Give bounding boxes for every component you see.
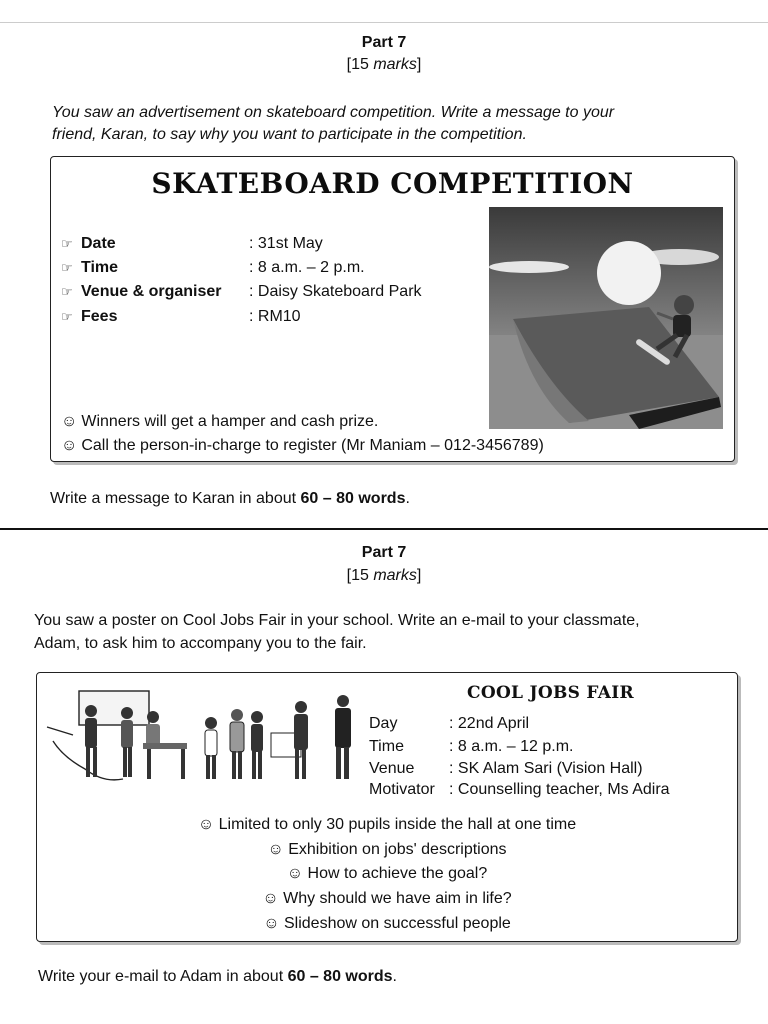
detail-venue: ☞ Venue & organiser : Daisy Skateboard Park	[61, 281, 222, 303]
part2-instruction-line2: Adam, to ask him to accompany you to the fair.	[34, 635, 367, 652]
pointing-hand-icon: ☞	[61, 236, 73, 251]
detail-venue: Venue : SK Alam Sari (Vision Hall)	[369, 760, 643, 777]
careers-illustration	[43, 687, 361, 787]
detail-fees: ☞ Fees : RM10	[61, 306, 117, 328]
smiley-icon: ☺	[61, 437, 78, 454]
smiley-icon: ☺	[263, 915, 284, 932]
detail-date: ☞ Date : 31st May	[61, 233, 116, 255]
skateboarder-illustration	[489, 207, 723, 429]
part2-title: Part 7	[361, 544, 407, 561]
top-divider	[0, 22, 768, 23]
part1-title: Part 7	[361, 34, 407, 51]
note-aim: ☺ Why should we have aim in life?	[262, 890, 512, 907]
part1-instruction-line2: friend, Karan, to say why you want to participate in the competition.	[52, 126, 527, 143]
section-divider	[0, 528, 768, 530]
note-limited: ☺ Limited to only 30 pupils inside the hall at one time	[197, 816, 577, 833]
part2-instruction-line1: You saw a poster on Cool Jobs Fair in your school. Write an e-mail to your classmate,	[34, 612, 640, 629]
part2-footer: Write your e-mail to Adam in about 60 – 80 words.	[38, 968, 397, 985]
detail-time: Time : 8 a.m. – 12 p.m.	[369, 738, 574, 755]
poster-title: COOL JOBS FAIR	[467, 683, 634, 703]
part1-instruction-line1: You saw an advertisement on skateboard competition. Write a message to your	[52, 104, 615, 121]
smiley-icon: ☺	[286, 865, 308, 882]
detail-time: ☞ Time : 8 a.m. – 2 p.m.	[61, 257, 118, 279]
note-exhibition: ☺ Exhibition on jobs' descriptions	[267, 841, 507, 858]
pointing-hand-icon: ☞	[61, 284, 73, 299]
smiley-icon: ☺	[267, 841, 289, 858]
poster-title: SKATEBOARD COMPETITION	[151, 167, 634, 200]
note-slideshow: ☺ Slideshow on successful people	[263, 915, 511, 932]
cool-jobs-poster	[36, 672, 738, 942]
pointing-hand-icon: ☞	[61, 309, 73, 324]
smiley-icon: ☺	[262, 890, 284, 907]
part2-marks: [15 marks]	[346, 567, 422, 584]
pointing-hand-icon: ☞	[61, 260, 73, 275]
smiley-icon: ☺	[61, 413, 78, 430]
skateboard-poster	[50, 156, 735, 462]
part1-marks: [15 marks]	[346, 56, 422, 73]
note-prize: ☺ Winners will get a hamper and cash prize.	[61, 413, 379, 430]
note-register: ☺ Call the person-in-charge to register (Mr Maniam – 012-3456789)	[61, 437, 544, 454]
part1-footer: Write a message to Karan in about 60 – 80 words.	[50, 490, 410, 507]
note-goal: ☺ How to achieve the goal?	[286, 865, 488, 882]
smiley-icon: ☺	[197, 816, 219, 833]
detail-motivator: Motivator : Counselling teacher, Ms Adira	[369, 781, 670, 798]
detail-day: Day : 22nd April	[369, 715, 530, 732]
